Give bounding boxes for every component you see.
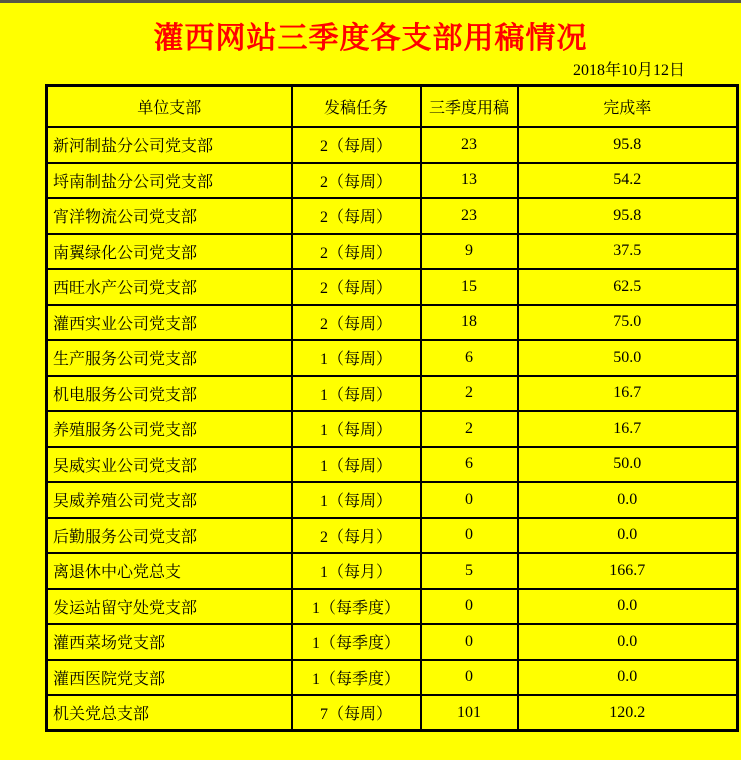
task-cell: 1（每周） (292, 376, 421, 412)
quarter-usage-cell: 23 (421, 198, 518, 234)
task-cell: 1（每周） (292, 482, 421, 518)
completion-rate-cell: 0.0 (518, 482, 738, 518)
page-title: 灌西网站三季度各支部用稿情况 (153, 22, 588, 55)
task-cell: 1（每季度） (292, 624, 421, 660)
col-header-quarter-usage: 三季度用稿 (421, 85, 518, 127)
completion-rate-cell: 16.7 (518, 376, 738, 412)
unit-branch-cell: 宵洋物流公司党支部 (47, 198, 292, 234)
table-row (47, 660, 738, 696)
unit-branch-cell: 灌西菜场党支部 (47, 624, 292, 660)
quarter-usage-cell: 101 (421, 695, 518, 731)
unit-branch-cell: 旲威养殖公司党支部 (47, 482, 292, 518)
quarter-usage-cell: 23 (421, 127, 518, 163)
task-cell: 1（每季度） (292, 589, 421, 625)
table-row (47, 624, 738, 660)
task-cell: 2（每周） (292, 234, 421, 270)
table-row (47, 589, 738, 625)
completion-rate-cell: 0.0 (518, 624, 738, 660)
quarter-usage-cell: 0 (421, 482, 518, 518)
quarter-usage-cell: 2 (421, 376, 518, 412)
quarter-usage-cell: 15 (421, 269, 518, 305)
unit-branch-cell: 灌西医院党支部 (47, 660, 292, 696)
quarter-usage-cell: 18 (421, 305, 518, 341)
quarter-usage-cell: 9 (421, 234, 518, 270)
table-row (47, 305, 738, 341)
completion-rate-cell: 50.0 (518, 447, 738, 483)
task-cell: 2（每周） (292, 198, 421, 234)
col-header-task: 发稿任务 (292, 85, 421, 127)
table-row (47, 163, 738, 199)
completion-rate-cell: 95.8 (518, 198, 738, 234)
task-cell: 1（每月） (292, 553, 421, 589)
quarter-usage-cell: 0 (421, 518, 518, 554)
task-cell: 2（每周） (292, 163, 421, 199)
unit-branch-cell: 旲威实业公司党支部 (47, 447, 292, 483)
usage-report-table (45, 84, 739, 733)
table-row (47, 447, 738, 483)
unit-branch-cell: 机关党总支部 (47, 695, 292, 731)
task-cell: 1（每周） (292, 340, 421, 376)
completion-rate-cell: 75.0 (518, 305, 738, 341)
quarter-usage-cell: 5 (421, 553, 518, 589)
table-row (47, 269, 738, 305)
completion-rate-cell: 50.0 (518, 340, 738, 376)
table-row (47, 340, 738, 376)
quarter-usage-cell: 6 (421, 447, 518, 483)
report-table-body (47, 127, 738, 731)
unit-branch-cell: 西旺水产公司党支部 (47, 269, 292, 305)
unit-branch-cell: 机电服务公司党支部 (47, 376, 292, 412)
completion-rate-cell: 95.8 (518, 127, 738, 163)
unit-branch-cell: 新河制盐分公司党支部 (47, 127, 292, 163)
task-cell: 2（每周） (292, 269, 421, 305)
completion-rate-cell: 16.7 (518, 411, 738, 447)
quarter-usage-cell: 13 (421, 163, 518, 199)
table-row (47, 553, 738, 589)
task-cell: 7（每周） (292, 695, 421, 731)
table-row (47, 376, 738, 412)
table-row (47, 198, 738, 234)
table-row (47, 127, 738, 163)
completion-rate-cell: 0.0 (518, 518, 738, 554)
quarter-usage-cell: 0 (421, 589, 518, 625)
unit-branch-cell: 后勤服务公司党支部 (47, 518, 292, 554)
table-row (47, 695, 738, 731)
table-row (47, 234, 738, 270)
completion-rate-cell: 54.2 (518, 163, 738, 199)
col-header-unit-branch: 单位支部 (47, 85, 292, 127)
unit-branch-cell: 离退休中心党总支 (47, 553, 292, 589)
col-header-completion-rate: 完成率 (518, 85, 738, 127)
unit-branch-cell: 生产服务公司党支部 (47, 340, 292, 376)
unit-branch-cell: 发运站留守处党支部 (47, 589, 292, 625)
report-date: 2018年10月12日 (572, 61, 685, 79)
task-cell: 2（每周） (292, 305, 421, 341)
task-cell: 1（每周） (292, 411, 421, 447)
task-cell: 2（每周） (292, 127, 421, 163)
completion-rate-cell: 166.7 (518, 553, 738, 589)
completion-rate-cell: 62.5 (518, 269, 738, 305)
unit-branch-cell: 埒南制盐分公司党支部 (47, 163, 292, 199)
completion-rate-cell: 37.5 (518, 234, 738, 270)
task-cell: 2（每月） (292, 518, 421, 554)
table-row (47, 518, 738, 554)
completion-rate-cell: 120.2 (518, 695, 738, 731)
task-cell: 1（每周） (292, 447, 421, 483)
quarter-usage-cell: 2 (421, 411, 518, 447)
task-cell: 1（每季度） (292, 660, 421, 696)
table-row (47, 482, 738, 518)
window-top-edge (0, 0, 741, 3)
quarter-usage-cell: 0 (421, 624, 518, 660)
quarter-usage-cell: 6 (421, 340, 518, 376)
completion-rate-cell: 0.0 (518, 660, 738, 696)
quarter-usage-cell: 0 (421, 660, 518, 696)
completion-rate-cell: 0.0 (518, 589, 738, 625)
unit-branch-cell: 养殖服务公司党支部 (47, 411, 292, 447)
header-row (47, 85, 738, 127)
table-header (47, 85, 738, 127)
unit-branch-cell: 灌西实业公司党支部 (47, 305, 292, 341)
unit-branch-cell: 南翼绿化公司党支部 (47, 234, 292, 270)
table-row (47, 411, 738, 447)
